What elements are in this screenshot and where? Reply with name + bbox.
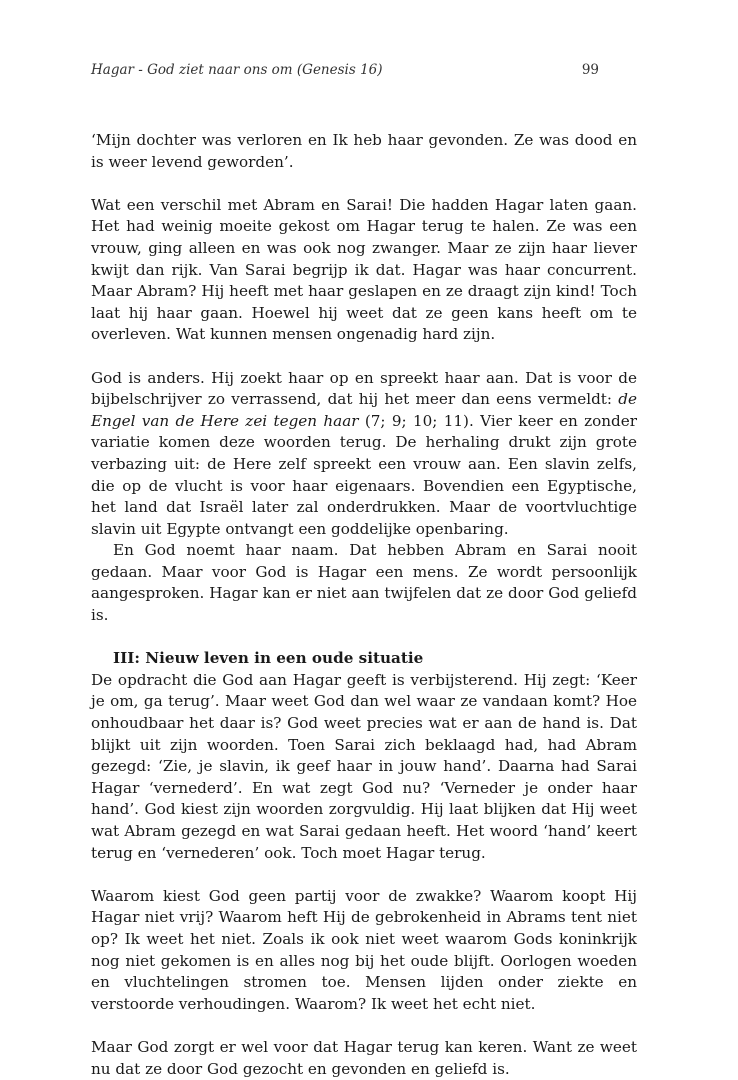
page-body — [91, 130, 637, 1080]
paragraph-3-text-a: God is anders. Hij zoekt haar op en spreekt haar aan. Dat is voor de bijbelschrijver zo verrassend, dat hij het meer dan eens vermeldt: — [91, 368, 637, 409]
paragraph-2: Wat een verschil met Abram en Sarai! Die hadden Hagar laten gaan. Het had weinig moeite gekost om Hagar terug te halen. Ze was een vrouw, ging alleen en was ook nog zwanger. Maar ze zijn haar liever kwijt dan rijk. Van Sarai begrijp ik dat. Hagar was haar concurrent. Maar Abram? Hij heeft met haar geslapen en ze draagt zijn kind! Toch laat hij haar gaan. Hoewel hij weet dat ze geen kans heeft om te overleven. Wat kunnen mensen ongenadig hard zijn. — [91, 195, 637, 344]
running-head — [91, 62, 599, 82]
paragraph-7: Maar God zorgt er wel voor dat Hagar terug kan keren. Want ze weet nu dat ze door God gezocht en gevonden en geliefd is. — [91, 1037, 637, 1078]
running-title: Hagar - God ziet naar ons om (Genesis 16) — [91, 62, 383, 78]
paragraph-3 — [91, 368, 637, 541]
paragraph-6: Waarom kiest God geen partij voor de zwakke? Waarom koopt Hij Hagar niet vrij? Waarom heft Hij de gebrokenheid in Abrams tent niet op? Ik weet het niet. Zoals ik ook niet weet waarom Gods koninkrijk nog niet gekomen is en alles nog bij het oude blijft. Oorlogen woeden en vluchtelingen stromen toe. Mensen lijden onder ziekte en verstoorde verhoudingen. Waarom? Ik weet het echt niet. — [91, 886, 637, 1013]
paragraph-5: De opdracht die God aan Hagar geeft is verbijsterend. Hij zegt: ‘Keer je om, ga terug’. Maar weet God dan wel waar ze vandaan komt? Hoe onhoudbaar het daar is? God weet precies wat er aan de hand is. Dat blijkt uit zijn woorden. Toen Sarai zich beklaagd had, had Abram gezegd: ‘Zie, je slavin, ik geef haar in jouw hand’. Daarna had Sarai Hagar ‘vernederd’. En wat zegt God nu? ‘Verneder je onder haar hand’. God kiest zijn woorden zorgvuldig. Hij laat blijken dat Hij weet wat Abram gezegd en wat Sarai gedaan heeft. Het woord ‘hand’ keert terug en ‘vernederen’ ook. Toch moet Hagar terug. — [91, 670, 637, 862]
paragraph-4: En God noemt haar naam. Dat hebben Abram en Sarai nooit gedaan. Maar voor God is Hagar een mens. Ze wordt persoonlijk aangesproken. Hagar kan er niet aan twijfelen dat ze door God geliefd is. — [91, 541, 637, 625]
page-number: 99 — [581, 62, 599, 78]
paragraph-3-italic-quote: de Engel van de Here zei tegen haar — [91, 390, 637, 430]
paragraph-1: ‘Mijn dochter was verloren en Ik heb haar gevonden. Ze was dood en is weer levend geworden’. — [91, 131, 637, 171]
paragraph-3-text-b: (7; 9; 10; 11). Vier keer en zonder variatie komen deze woorden terug. De herhaling drukt zijn grote verbazing uit: de Here zelf spreekt een vrouw aan. Een slavin zelfs, die op de vlucht is voor haar eigenaars. Bovendien een Egyptische, het land dat Israël later zal onderdrukken. Maar de voortvluchtige slavin uit Egypte ontvangt een goddelijke openbaring. — [91, 411, 637, 538]
section-heading: III: Nieuw leven in een oude situatie — [113, 649, 424, 668]
